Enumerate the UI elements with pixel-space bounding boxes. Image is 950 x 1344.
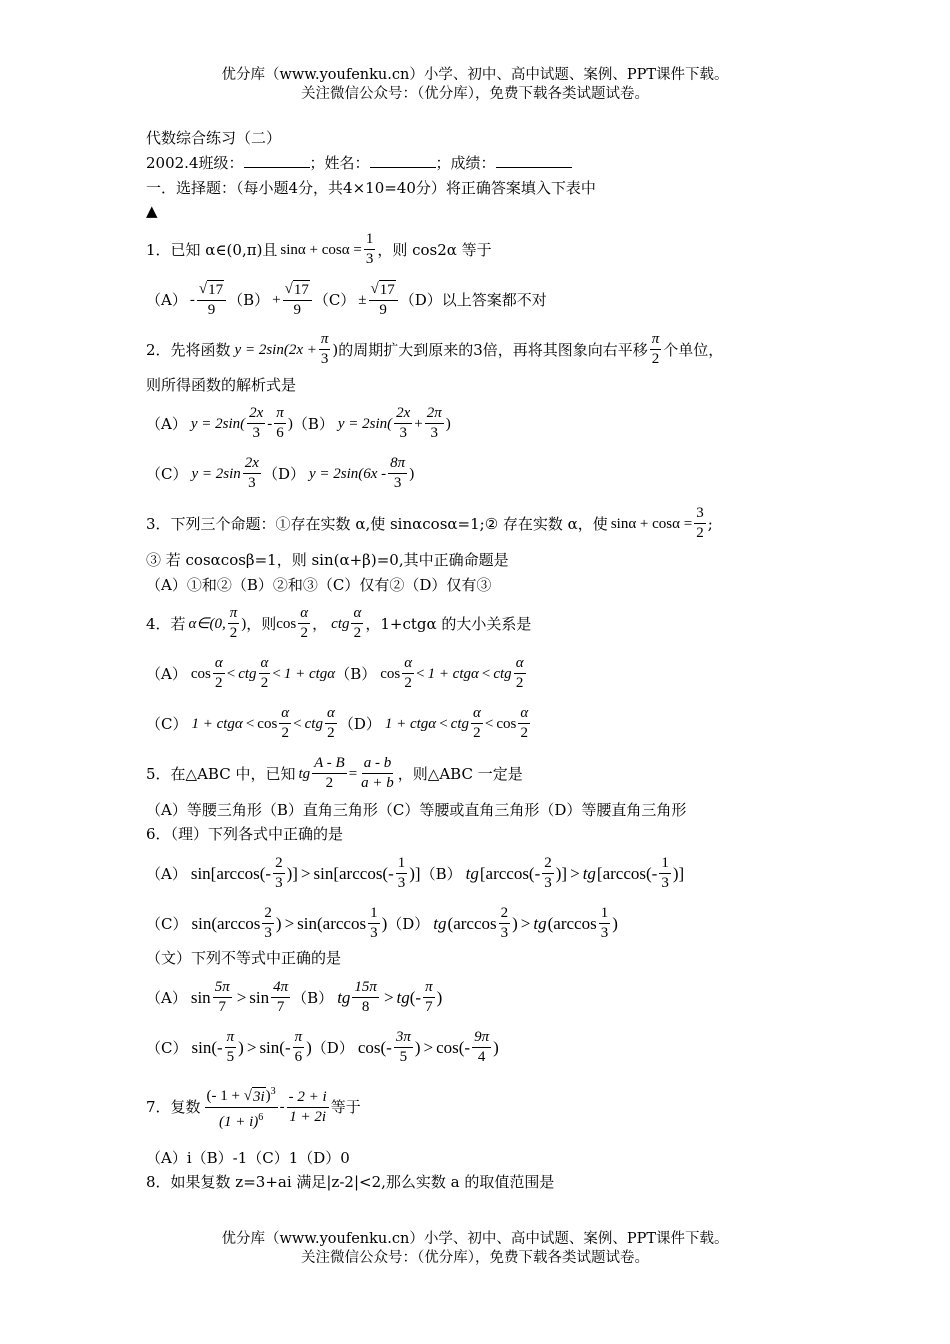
q2-frac-pi2: $\frac{\pi}{2}$ <box>651 331 660 367</box>
q6-b-f2: $\frac{1}{3}$ <box>661 855 669 891</box>
q4-d-lt1: < <box>439 715 448 732</box>
q2-d-post: ) <box>409 465 415 482</box>
doc-title: 代数综合练习（二） <box>146 129 282 147</box>
q4-c-lt1: < <box>245 715 255 732</box>
q6w-c-post1: ) <box>238 1037 244 1057</box>
q6w-option-c-label: （C） <box>146 1038 188 1057</box>
q5-frac2: $\frac{a - b}{a + b}$ <box>361 755 394 791</box>
q6-a-f1: $\frac{2}{3}$ <box>275 855 283 891</box>
q6w-d-pre2: cos(- <box>436 1037 471 1057</box>
question-7 <box>146 1082 361 1132</box>
q2-stem-mid: )的周期扩大到原来的3倍，再将其图象向右平移 <box>332 340 648 359</box>
section-heading: 一．选择题：（每小题4分，共4×10=40分）将正确答案填入下表中 <box>146 179 596 197</box>
q4-a-cos: cos <box>190 665 211 682</box>
class-blank[interactable] <box>244 153 310 168</box>
q1-option-b-label: （B） <box>228 291 270 309</box>
q6-c-gt: > <box>284 913 295 933</box>
q4-b-oneplus: 1 + ctgα <box>427 665 479 682</box>
q3-frac: $\frac{3}{2}$ <box>696 505 704 541</box>
q1-c-sign: ± <box>358 292 367 308</box>
q3-stem-end: ; <box>707 514 713 533</box>
question-1 <box>146 230 492 269</box>
q6-options-ab <box>146 854 684 893</box>
footer-line-2: 关注微信公众号：（优分库），免费下载各类试题试卷。 <box>301 1250 649 1266</box>
q4-ctg: ctg <box>331 615 350 632</box>
q2-option-d-label: （D） <box>262 464 305 483</box>
q6w-option-d-label: （D） <box>311 1038 354 1057</box>
header-line-1: 优分库（www.youfenku.cn）小学、初中、高中试题、案例、PPT课件下载。 <box>221 67 729 83</box>
question-1-options <box>146 280 547 320</box>
q6-c-close1: ) <box>275 913 282 933</box>
q2-a-post: ) <box>287 415 293 432</box>
q1-b-frac: √ 17 9 <box>283 280 312 320</box>
q7-den1: $(1 + i)^6$ <box>218 1112 264 1130</box>
q2-options-cd <box>146 454 414 493</box>
q3-expr: sinα + cosα = <box>610 515 693 532</box>
q6-b-tgarc2: tg [arccos(- <box>582 863 658 883</box>
q6w-b-post: ) <box>436 987 443 1007</box>
info-line <box>146 153 572 173</box>
q6-c-sinarc1: sin(arccos <box>191 913 261 933</box>
question-2 <box>146 330 723 369</box>
question-6: 6．（理）下列各式中正确的是 <box>146 825 344 843</box>
question-4 <box>146 604 531 643</box>
q4-close: ) <box>241 615 247 632</box>
question-8: 8．如果复数 z=3+ai 满足|z-2|<2,那么实数 a 的取值范围是 <box>146 1173 555 1191</box>
q2-option-b-label: （B） <box>292 414 334 433</box>
q4-frac-pi2: $\frac{\pi}{2}$ <box>229 605 238 641</box>
q4-a-f2: $\frac{\alpha}{2}$ <box>260 655 269 691</box>
q6w-option-a-label: （A） <box>146 988 187 1007</box>
q2-a-mid: - <box>267 415 273 432</box>
q4-cos: cos <box>276 615 297 632</box>
q6w-d-post1: ) <box>414 1037 421 1057</box>
score-blank[interactable] <box>496 153 572 168</box>
q2-b-pre: y = 2sin( <box>337 415 393 432</box>
q3-stem-line2: ③ 若 cosαcosβ=1，则 sin(α+β)=0,其中正确命题是 <box>146 551 509 569</box>
q6-d-tgarc1: tg (arccos <box>433 913 497 933</box>
q6-option-d-label: （D） <box>387 914 430 933</box>
q6-a-sinarc2: sin[arccos(- <box>313 863 394 883</box>
q6w-a-sin2: sin <box>249 987 270 1007</box>
q6-wen-stem: （文）下列不等式中正确的是 <box>146 949 342 967</box>
q6w-a-gt: > <box>236 987 247 1007</box>
q2-b-mid: + <box>414 415 423 432</box>
q7-options: （A）i（B）-1（C）1（D）0 <box>146 1149 350 1167</box>
q4-b-lt1: < <box>416 665 425 682</box>
q4-frac-a2: $\frac{\alpha}{2}$ <box>353 605 362 641</box>
q6-b-tgarc1: tg [arccos(- <box>465 863 541 883</box>
q6-d-tgarc2: tg (arccos <box>533 913 597 933</box>
page-footer <box>0 1230 950 1268</box>
footer-line-1: 优分库（www.youfenku.cn）小学、初中、高中试题、案例、PPT课件下载。 <box>221 1231 729 1247</box>
question-3 <box>146 504 713 543</box>
q4-stem-mid: ，则 <box>246 614 277 633</box>
q2-c-pre: y = 2sin <box>191 465 241 482</box>
q4-c-ctg: ctg <box>304 715 323 732</box>
q7-frac1 <box>205 1082 278 1132</box>
q6-b-close2: )] <box>672 863 685 883</box>
q4-comma: ， <box>312 614 328 633</box>
q6w-b-f1: $\frac{15\pi}{8}$ <box>354 979 377 1015</box>
q2-d-pre: y = 2sin(6x - <box>308 465 387 482</box>
q1-option-a-label: （A） <box>146 291 187 309</box>
q2-c-frac: $\frac{2x}{3}$ <box>244 455 259 491</box>
q2-frac-pi3: $\frac{\pi}{3}$ <box>320 331 329 367</box>
q6w-c-f1: $\frac{\pi}{5}$ <box>226 1029 235 1065</box>
q5-stem-end: ，则△ABC 一定是 <box>397 764 523 783</box>
q4-option-a-label: （A） <box>146 664 187 683</box>
q4-a-lt2: < <box>272 665 281 682</box>
q7-minus: - <box>279 1099 285 1115</box>
q6-a-close2: )] <box>409 863 421 883</box>
q6-a-sinarc1: sin[arccos(- <box>190 863 272 883</box>
q1-option-c-label: （C） <box>313 291 356 309</box>
q4-b-cos: cos <box>380 665 401 682</box>
q4-option-b-label: （B） <box>335 664 377 683</box>
name-blank[interactable] <box>370 153 436 168</box>
q4-options-cd <box>146 704 532 743</box>
q4-stem-end: ，1+ctgα 的大小关系是 <box>365 614 532 633</box>
q7-num1: (- 1 + √ 3i )$^3$ <box>205 1082 278 1108</box>
q6-d-f1: $\frac{2}{3}$ <box>500 905 509 941</box>
q6w-b-tg2: tg (- <box>396 987 422 1007</box>
q4-c-lt2: < <box>293 715 302 732</box>
q6-b-gt: > <box>570 863 580 883</box>
q1-expr: sinα + cosα = <box>280 241 362 258</box>
q2-options-ab <box>146 404 451 443</box>
q6-a-close1: )] <box>286 863 298 883</box>
name-label: ；姓名： <box>309 154 370 172</box>
q6w-d-f2: $\frac{9\pi}{4}$ <box>474 1029 490 1065</box>
q1-c-frac: √ 17 9 <box>369 280 398 320</box>
q5-eq: = <box>348 765 358 782</box>
q6w-c-post2: ) <box>306 1037 312 1057</box>
score-label: ；成绩： <box>435 154 496 172</box>
q1-a-sign: - <box>189 292 195 308</box>
q4-d-cos: cos <box>496 715 517 732</box>
q4-b-f2: $\frac{\alpha}{2}$ <box>515 655 524 691</box>
q1-a-frac: √ 17 9 <box>197 280 226 320</box>
q6w-a-sin1: sin <box>190 987 211 1007</box>
q6-d-close1: ) <box>512 913 518 933</box>
q6-c-f2: $\frac{1}{3}$ <box>370 905 378 941</box>
q6w-c-gt: > <box>246 1037 257 1057</box>
q2-stem-line2: 则所得函数的解析式是 <box>146 376 297 394</box>
q4-c-oneplus: 1 + ctgα <box>191 715 243 732</box>
q6-option-a-label: （A） <box>146 864 187 883</box>
q1-frac: $\frac{1}{3}$ <box>365 231 374 267</box>
q6w-a-f1: $\frac{5\pi}{7}$ <box>214 979 230 1015</box>
q2-b-frac1: $\frac{2x}{3}$ <box>396 405 411 441</box>
q4-b-f1: $\frac{\alpha}{2}$ <box>404 655 413 691</box>
q4-d-f1: $\frac{\alpha}{2}$ <box>472 705 481 741</box>
triangle-marker-icon: ▲ <box>146 202 158 220</box>
q1-b-sign: + <box>272 292 281 308</box>
q5-options: （A）等腰三角形（B）直角三角形（C）等腰或直角三角形（D）等腰直角三角形 <box>146 801 687 819</box>
q4-options-ab <box>146 654 528 693</box>
page-header <box>0 66 950 104</box>
q2-stem: 2．先将函数 <box>146 340 231 359</box>
q2-stem-end: 个单位， <box>663 340 724 359</box>
q3-options: （A）①和②（B）②和③（C）仅有②（D）仅有③ <box>146 576 492 594</box>
q4-frac-a1: $\frac{\alpha}{2}$ <box>300 605 309 641</box>
q4-alpha-in: α∈(0, <box>188 615 226 632</box>
q2-a-frac2: $\frac{\pi}{6}$ <box>276 405 284 441</box>
q3-stem: 3．下列三个命题：①存在实数 α,使 sinαcosα=1;② 存在实数 α，使 <box>146 514 608 533</box>
q4-d-ctg: ctg <box>450 715 469 732</box>
q6-wen-options-ab <box>146 978 442 1017</box>
q6-option-b-label: （B） <box>420 864 462 883</box>
q6-c-f1: $\frac{2}{3}$ <box>264 905 272 941</box>
q6w-d-pre1: cos(- <box>357 1037 392 1057</box>
q6w-d-gt: > <box>423 1037 434 1057</box>
q5-stem: 5．在△ABC 中，已知 <box>146 764 296 783</box>
q4-a-lt1: < <box>226 665 236 682</box>
q4-a-ctg: ctg <box>238 665 257 682</box>
q4-a-f1: $\frac{\alpha}{2}$ <box>214 655 223 691</box>
date: 2002.4 <box>146 154 199 172</box>
q4-stem: 4．若 <box>146 614 186 633</box>
q6-b-close1: )] <box>555 863 568 883</box>
q1-stem-end: ，则 cos2α 等于 <box>377 240 492 259</box>
q6w-b-tg1: tg <box>337 987 351 1007</box>
q6-d-gt: > <box>520 913 531 933</box>
q2-option-c-label: （C） <box>146 464 188 483</box>
q6w-b-f2: $\frac{\pi}{7}$ <box>425 979 433 1015</box>
q4-d-lt2: < <box>484 715 494 732</box>
q6w-c-f2: $\frac{\pi}{6}$ <box>294 1029 303 1065</box>
question-5 <box>146 754 523 793</box>
q7-stem-end: 等于 <box>330 1098 361 1116</box>
q6w-c-pre1: sin(- <box>191 1037 223 1057</box>
q6-a-gt: > <box>300 863 311 883</box>
q6-options-cd <box>146 904 618 943</box>
q6w-d-post2: ) <box>493 1037 499 1057</box>
q2-option-a-label: （A） <box>146 414 187 433</box>
q6-c-sinarc2: sin(arccos <box>297 913 367 933</box>
q4-c-cos: cos <box>257 715 278 732</box>
q2-function: y = 2sin(2x + <box>234 341 317 358</box>
q4-option-c-label: （C） <box>146 714 188 733</box>
q6w-c-pre2: sin(- <box>259 1037 291 1057</box>
q6-d-close2: ) <box>612 913 618 933</box>
q4-option-d-label: （D） <box>338 714 381 733</box>
q6w-option-b-label: （B） <box>292 988 334 1007</box>
q2-d-frac: $\frac{8\pi}{3}$ <box>390 455 406 491</box>
q5-tg: tg <box>298 765 311 782</box>
q4-d-f2: $\frac{\alpha}{2}$ <box>520 705 529 741</box>
q6-wen-options-cd <box>146 1028 499 1067</box>
q2-a-pre: y = 2sin( <box>190 415 246 432</box>
q6-a-f2: $\frac{1}{3}$ <box>397 855 406 891</box>
q1-option-d-label: （D）以上答案都不对 <box>399 291 547 309</box>
q6-option-c-label: （C） <box>146 914 188 933</box>
q4-c-f1: $\frac{\alpha}{2}$ <box>281 705 290 741</box>
q2-b-post: ) <box>445 415 451 432</box>
q6-c-close2: ) <box>381 913 388 933</box>
q6-b-f1: $\frac{2}{3}$ <box>544 855 552 891</box>
q4-d-oneplus: 1 + ctgα <box>384 715 437 732</box>
q6w-b-gt: > <box>383 987 394 1007</box>
q4-c-f2: $\frac{\alpha}{2}$ <box>326 705 335 741</box>
q2-b-frac2: $\frac{2\pi}{3}$ <box>426 405 442 441</box>
q7-frac2: $\frac{- 2 + i}{1 + 2i}$ <box>288 1088 327 1125</box>
q4-b-lt2: < <box>481 665 491 682</box>
q1-stem: 1．已知 α∈(0,π)且 <box>146 240 278 259</box>
q6w-d-f1: $\frac{3\pi}{5}$ <box>395 1029 411 1065</box>
header-line-2: 关注微信公众号：（优分库），免费下载各类试题试卷。 <box>301 86 649 102</box>
q6-d-f2: $\frac{1}{3}$ <box>600 905 609 941</box>
q6w-a-f2: $\frac{4\pi}{7}$ <box>273 979 289 1015</box>
q5-frac1: $\frac{A - B}{2}$ <box>314 755 345 791</box>
q2-a-frac1: $\frac{2x}{3}$ <box>249 405 264 441</box>
q4-b-ctg: ctg <box>493 665 512 682</box>
q4-a-oneplus: 1 + ctgα <box>283 665 336 682</box>
class-label: 班级： <box>198 154 244 172</box>
q7-stem: 7．复数 <box>146 1098 201 1116</box>
